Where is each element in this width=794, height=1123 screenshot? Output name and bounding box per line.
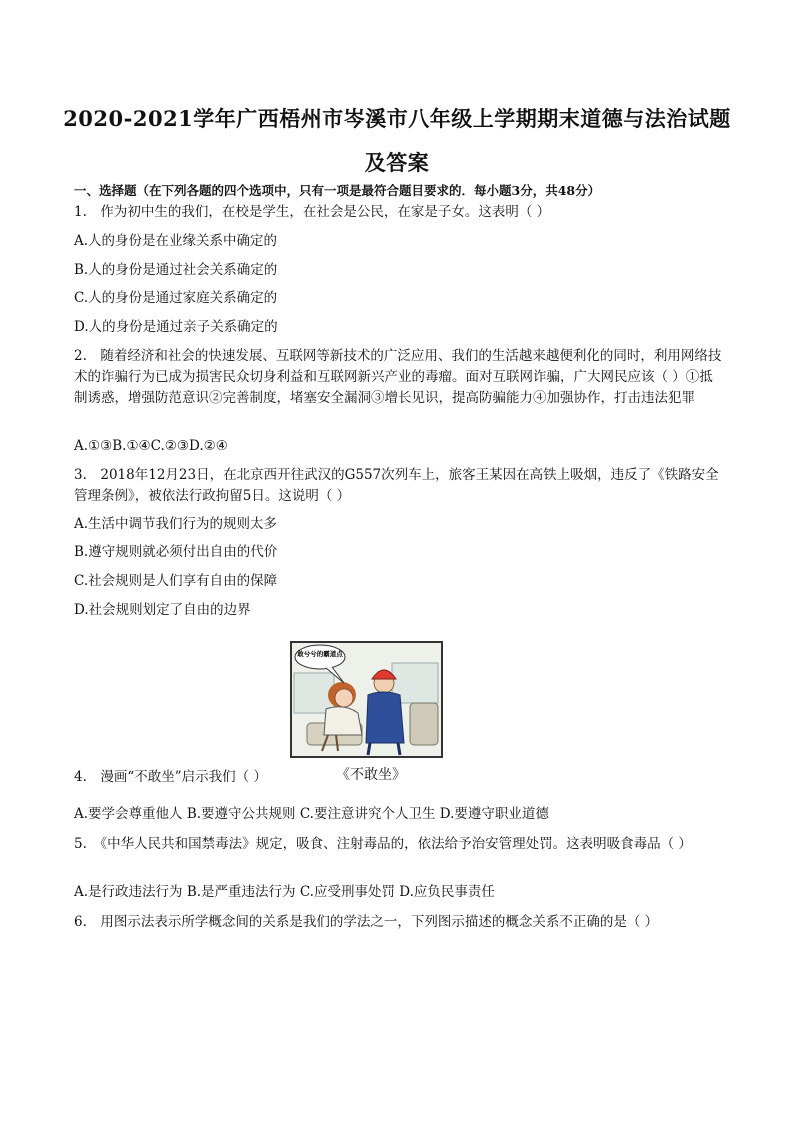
question-1-option-c: C.人的身份是通过家庭关系确定的 (74, 290, 278, 306)
question-2-stem: 2. 随着经济和社会的快速发展、互联网等新技术的广泛应用、我们的生活越来越便利化的同时，利用网络技术的诈骗行为已成为损害民众切身利益和互联网新兴产业的毒瘤。面对互联网诈骗，广大网民应该（ ）①抵制诱惑，增强防范意识②完善制度，堵塞安全漏洞③增长见识，提高防骗能力④加强协作，打击违法犯罪 (74, 348, 722, 406)
section-heading: 一、选择题（在下列各题的四个选项中，只有一项是最符合题目要求的．每小题3分，共48分） (74, 183, 601, 198)
cartoon-caption: 《不敢坐》 (336, 767, 406, 783)
question-3-option-d: D.社会规则划定了自由的边界 (74, 602, 251, 618)
worker-shirt (366, 692, 404, 743)
exam-title-line2: 及答案 (364, 150, 430, 175)
question-4-options: A.要学会尊重他人 B.要遵守公共规则 C.要注意讲究个人卫生 D.要遵守职业道德 (74, 806, 549, 822)
question-5-options: A.是行政违法行为 B.是严重违法行为 C.应受刑事处罚 D.应负民事责任 (74, 884, 495, 900)
cartoon-illustration (292, 643, 441, 756)
question-6-stem: 6. 用图示法表示所学概念间的关系是我们的学法之一，下列图示描述的概念关系不正确的是（ ） (74, 914, 659, 930)
question-1-stem: 1. 作为初中生的我们，在校是学生，在社会是公民，在家是子女。这表明（ ） (74, 204, 551, 220)
cartoon-image (290, 641, 443, 758)
question-4-stem: 4. 漫画“不敢坐”启示我们（ ） (74, 769, 267, 785)
question-3-option-a: A.生活中调节我们行为的规则太多 (74, 516, 278, 532)
question-1-option-d: D.人的身份是通过亲子关系确定的 (74, 319, 278, 335)
question-3-option-b: B.遵守规则就必须付出自由的代价 (74, 544, 278, 560)
exam-title-line1: 2020-2021学年广西梧州市岑溪市八年级上学期期末道德与法治试题 (63, 106, 731, 131)
question-2-options: A.①③B.①④C.②③D.②④ (74, 438, 228, 454)
question-5-stem: 5. 《中华人民共和国禁毒法》规定，吸食、注射毒品的，依法给予治安管理处罚。这表明吸食毒品（ ） (74, 836, 692, 852)
question-1-option-a: A.人的身份是在业缘关系中确定的 (74, 233, 278, 249)
question-3-option-c: C.社会规则是人们享有自由的保障 (74, 573, 278, 589)
cartoon-bubble-text: 敢兮兮的霸道点 (297, 650, 343, 658)
question-1-option-b: B.人的身份是通过社会关系确定的 (74, 262, 278, 278)
question-3-stem: 3. 2018年12月23日，在北京西开往武汉的G557次列车上，旅客王某因在高铁上吸烟，违反了《铁路安全管理条例》，被依法行政拘留5日。这说明（ ） (74, 467, 719, 504)
